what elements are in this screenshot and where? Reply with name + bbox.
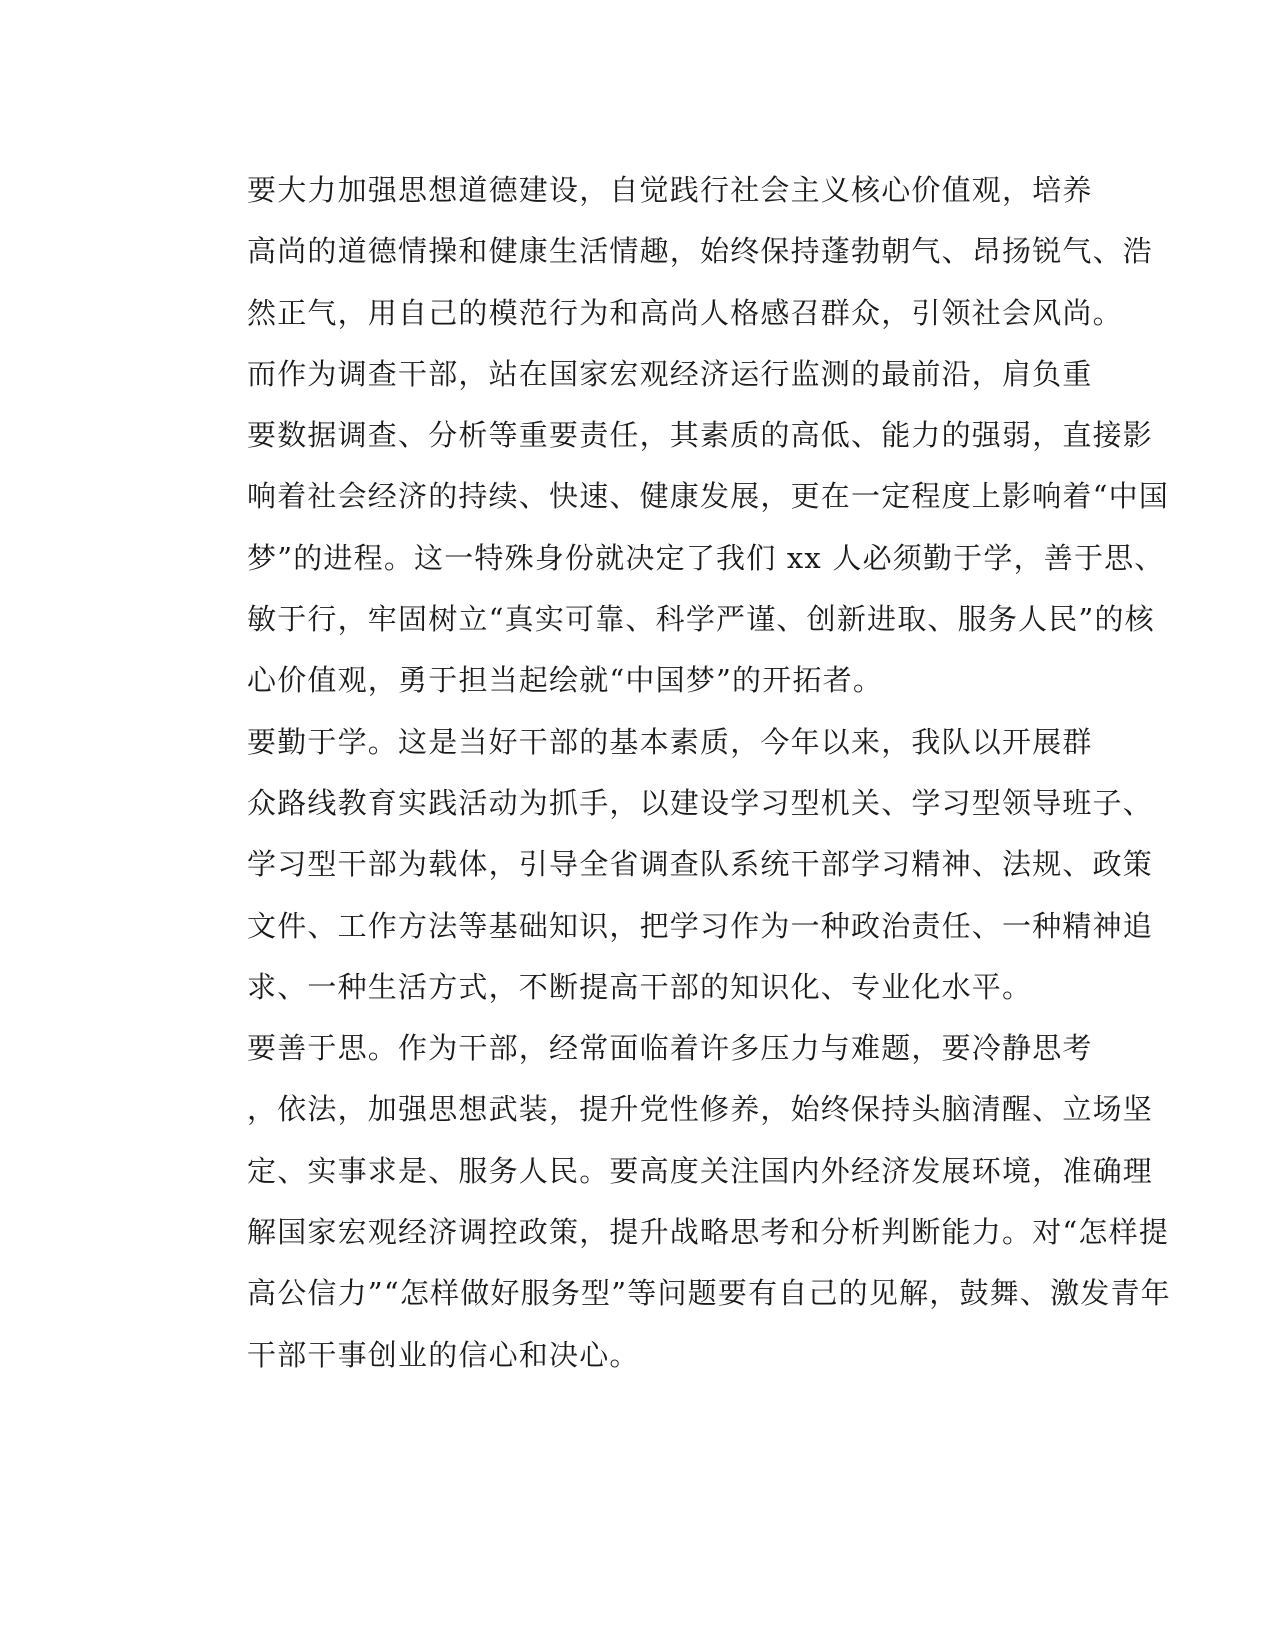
text-line: 定、实事求是、服务人民。要高度关注国内外经济发展环境，准确理 xyxy=(247,1153,1154,1188)
document-body xyxy=(189,160,1171,1386)
text-line: 文件、工作方法等基础知识，把学习作为一种政治责任、一种精神追 xyxy=(247,908,1154,943)
paragraph-good-thinking xyxy=(189,1018,1171,1386)
text-line: 而作为调查干部，站在国家宏观经济运行监测的最前沿，肩负重 xyxy=(247,356,1093,391)
text-line: 敏于行，牢固树立“真实可靠、科学严谨、创新进取、服务人民”的核 xyxy=(247,602,1155,637)
text-line: ，依法，加强思想武装，提升党性修养，始终保持头脑清醒、立场坚 xyxy=(247,1092,1154,1127)
text-line: 高尚的道德情操和健康生活情趣，始终保持蓬勃朝气、昂扬锐气、浩 xyxy=(247,234,1154,269)
text-line: 要大力加强思想道德建设，自觉践行社会主义核心价值观，培养 xyxy=(247,173,1093,207)
text-line: 干部干事创业的信心和决心。 xyxy=(247,1337,640,1372)
text-line: 要善于思。作为干部，经常面临着许多压力与难题，要冷静思考 xyxy=(247,1031,1093,1066)
paragraph-survey-cadres xyxy=(189,344,1170,712)
text-line: 学习型干部为载体，引导全省调查队系统干部学习精神、法规、政策 xyxy=(247,847,1154,882)
text-line: 要勤于学。这是当好干部的基本素质，今年以来，我队以开展群 xyxy=(247,724,1093,759)
text-line: 众路线教育实践活动为抓手，以建设学习型机关、学习型领导班子、 xyxy=(247,785,1154,820)
text-line: 要数据调查、分析等重要责任，其素质的高低、能力的强弱，直接影 xyxy=(247,418,1154,453)
text-line: 梦”的进程。这一特殊身份就决定了我们 xx 人必须勤于学，善于思、 xyxy=(247,540,1165,575)
paragraph-moral-construction xyxy=(189,160,1154,344)
text-line: 高公信力”“怎样做好服务型”等问题要有自己的见解，鼓舞、激发青年 xyxy=(247,1276,1171,1311)
text-line: 解国家宏观经济调控政策，提升战略思考和分析判断能力。对“怎样提 xyxy=(247,1215,1170,1250)
text-line: 求、一种生活方式，不断提高干部的知识化、专业化水平。 xyxy=(247,969,1033,1004)
text-line: 心价值观，勇于担当起绘就“中国梦”的开拓者。 xyxy=(247,663,884,698)
text-line: 响着社会经济的持续、快速、健康发展，更在一定程度上影响着“中国 xyxy=(247,479,1170,514)
text-line: 然正气，用自己的模范行为和高尚人格感召群众，引领社会风尚。 xyxy=(247,295,1123,330)
paragraph-diligent-study xyxy=(189,712,1154,1018)
